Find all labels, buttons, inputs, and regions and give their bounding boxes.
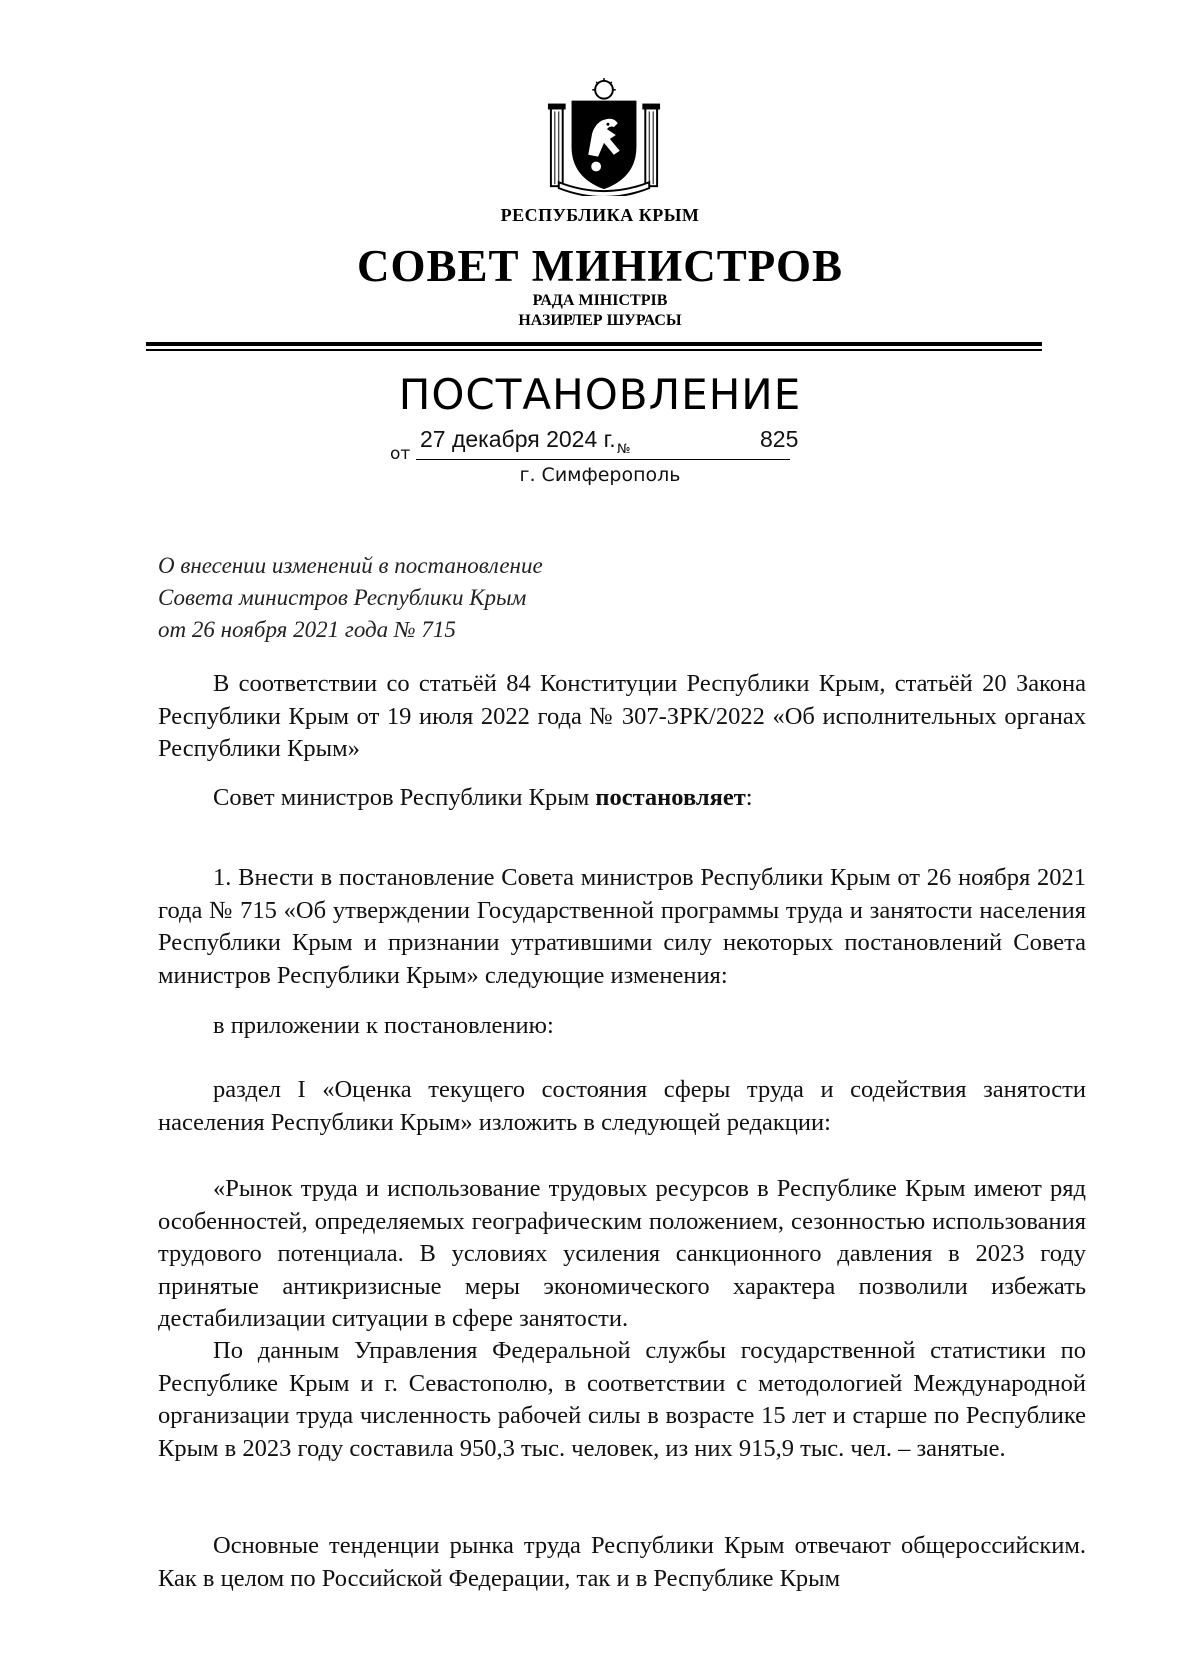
crimea-coat-of-arms-icon [545,78,663,196]
paragraph-text: раздел I «Оценка текущего состояния сферы труда и содействия занятости населения Республики Крым» изложить в следующей редакции: [158,1076,1086,1136]
subject-line: Совета министров Республики Крым [158,585,527,610]
new-text-paragraph [158,1530,1086,1595]
document-type-title: ПОСТАНОВЛЕНИЕ [398,370,802,419]
date-number-underline [416,459,790,460]
legal-basis-paragraph [158,668,1086,766]
paragraph-text: В соответствии со статьёй 84 Конституции Республики Крым, статьёй 20 Закона Республики Крым от 19 июля 2022 года № 307-ЗРК/2022 «Об исполнительных органах Республики Крым» [158,670,1086,762]
resolution-suffix: : [745,784,753,811]
number-label: № [617,442,631,457]
appendix-paragraph [158,1010,1086,1043]
paragraph-text [158,782,1086,815]
council-title-ukrainian: РАДА МІНІСТРІВ [532,292,668,309]
resolution-verb: постановляет [595,784,746,811]
republic-name: РЕСПУБЛИКА КРЫМ [500,205,700,225]
resolution-paragraph [158,782,1086,815]
document-date: 27 декабря 2024 г. [420,426,616,452]
section-paragraph [158,1074,1086,1139]
paragraph-text: «Рынок труда и использование трудовых ресурсов в Республике Крым имеют ряд особенностей, определяемых географическим положением, сезонностью использования трудового потенциала. В условиях усиления санкционного давления в 2023 году принятые антикризисные меры экономического характера позволили избежать дестабилизации ситуации в сфере занятости. [158,1175,1086,1332]
resolution-prefix: Совет министров Республики Крым [213,784,596,811]
paragraph-text: По данным Управления Федеральной службы государственной статистики по Республике Крым и г. Севастополю, в соответствии с методологией Международной организации труда численность рабочей силы в возрасте 15 лет и старше по Республике Крым в 2023 году составила 950,3 тыс. человек, из них 915,9 тыс. чел. – занятые. [158,1337,1086,1462]
subject-line: от 26 ноября 2021 года № 715 [158,617,456,642]
document-city: г. Симферополь [519,464,681,486]
date-prefix-label: от [390,444,411,464]
header-rule-thick [146,342,1042,346]
item-1-paragraph [158,862,1086,992]
paragraph-text: в приложении к постановлению: [213,1012,554,1039]
council-title-crimean-tatar: НАЗИРЛЕР ШУРАСЫ [518,312,682,329]
paragraph-text: Основные тенденции рынка труда Республики Крым отвечают общероссийским. Как в целом по Российской Федерации, так и в Республике Крым [158,1532,1086,1592]
council-title: СОВЕТ МИНИСТРОВ [356,241,844,291]
new-text-paragraph [158,1173,1086,1336]
new-text-paragraph [158,1335,1086,1465]
document-number: 825 [760,426,799,452]
header-rule-thin [146,349,1042,351]
subject-line: О внесении изменений в постановление [158,553,543,578]
paragraph-text: 1. Внести в постановление Совета министров Республики Крым от 26 ноября 2021 года № 715 «Об утверждении Государственной программы труда и занятости населения Республики Крым и признании утратившими силу некоторых постановлений Совета министров Республики Крым» следующие изменения: [158,864,1086,989]
